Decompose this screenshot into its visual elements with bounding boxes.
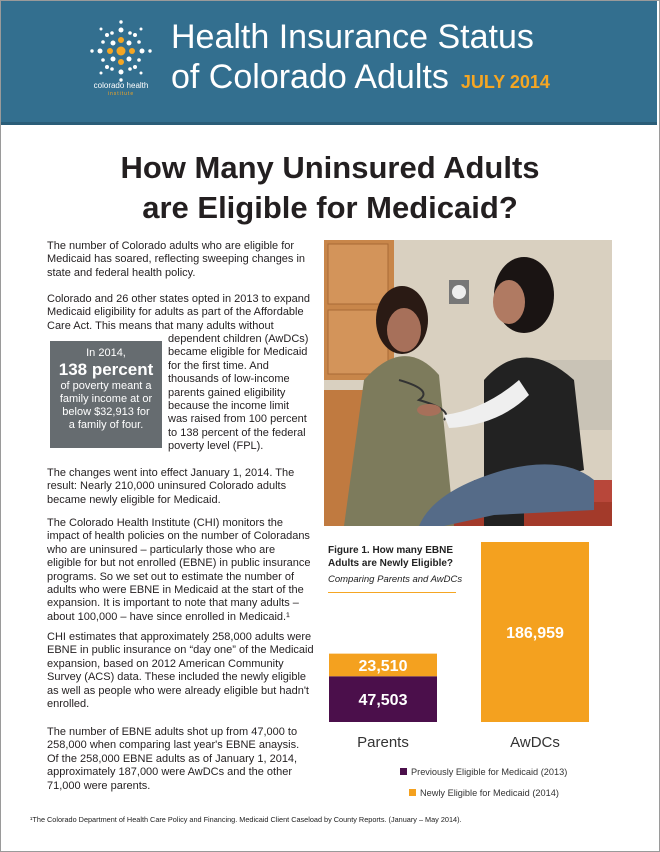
text-line: dependent children (AwDCs) <box>168 333 309 345</box>
paragraph-chi-estimates <box>47 631 314 711</box>
callout-line4: family income at or <box>59 393 153 405</box>
text-line: about 100,000 – have since enrolled in Medicaid.¹ <box>47 610 290 623</box>
legend-swatch-new <box>409 789 416 796</box>
legend-swatch-previous <box>400 768 407 775</box>
banner-title-line1: Health Insurance Status <box>171 18 534 56</box>
header-banner <box>1 1 657 125</box>
text-line: who are uninsured – particularly those who are <box>47 543 276 556</box>
text-line: expansion. It is important to note that many adults – <box>47 597 299 610</box>
callout-highlight: 138 percent <box>58 360 154 379</box>
callout-line1: In 2014, <box>86 347 126 359</box>
text-line: CHI estimates that approximately 258,000 adults were <box>47 631 312 643</box>
clinic-photo <box>324 240 612 526</box>
text-line: The Colorado Health Institute (CHI) monitors the <box>47 517 283 529</box>
paragraph-expansion <box>47 293 310 333</box>
text-line: The changes went into effect January 1, 2014. The <box>47 467 295 479</box>
category-label-awdcs: AwDCs <box>510 734 560 751</box>
text-line: 71,000 were parents. <box>47 779 151 792</box>
text-line: result: Nearly 210,000 uninsured Colorado adults <box>47 480 287 493</box>
text-line: became newly eligible for Medicaid. <box>47 493 221 506</box>
text-line: Medicaid has soared, reflecting sweeping changes in <box>47 253 306 266</box>
text-line: Colorado and 26 other states opted in 2013 to expand <box>47 293 310 305</box>
text-line: Medicaid eligibility for adults as part of the Affordable <box>47 306 304 319</box>
callout-line3: of poverty meant a <box>60 380 152 392</box>
data-label-awdcs-new: 186,959 <box>506 625 564 642</box>
logo-name: colorado health <box>93 81 149 90</box>
text-line: because the income limit <box>168 400 290 413</box>
callout-line6: a family of four. <box>68 419 144 431</box>
text-line: for the first time. And <box>168 359 269 372</box>
paragraph-expansion-cont <box>168 333 308 454</box>
text-line: Of the 258,000 EBNE adults as of January 1, 2014, <box>47 752 298 765</box>
text-line: Survey (ACS) data. These included the newly eligible <box>47 671 307 684</box>
text-line: became eligible for Medicaid <box>168 346 308 359</box>
callout-line5: below $32,913 for <box>62 406 150 418</box>
text-line: impact of health policies on the number of Coloradans <box>47 530 310 543</box>
text-line: 258,000 when comparing last year's EBNE anaysis. <box>47 739 300 752</box>
data-label-parents-new: 23,510 <box>358 657 408 675</box>
figure-subtitle: Comparing Parents and AwDCs <box>328 574 463 585</box>
banner-title-line2: of Colorado Adults <box>171 58 449 96</box>
legend-label-previous: Previously Eligible for Medicaid (2013) <box>411 767 568 777</box>
paragraph-effective-date <box>47 467 294 507</box>
issue-date: JULY 2014 <box>460 72 550 92</box>
logo-sub: institute <box>107 91 135 97</box>
text-line: poverty level (FPL). <box>168 440 264 453</box>
logo-wordmark <box>86 81 156 99</box>
text-line: thousands of low-income <box>168 373 290 386</box>
poverty-callout <box>50 341 162 448</box>
page-headline <box>0 148 660 228</box>
figure-title-line2: Adults are Newly Eligible? <box>328 558 454 569</box>
legend-item-previous <box>400 767 567 777</box>
data-label-parents-previous: 47,503 <box>358 692 408 710</box>
footnote: ¹The Colorado Department of Health Care Policy and Financing. Medicaid Client Caseload by County Reports. (January – May 2014). <box>30 815 462 824</box>
text-line: The number of EBNE adults shot up from 47,000 to <box>47 726 298 738</box>
text-line: as well as people who were already eligible but hadn't <box>47 684 309 697</box>
headline-line1: How Many Uninsured Adults <box>120 150 540 185</box>
text-line: Care Act. This means that many adults without <box>47 319 274 332</box>
text-line: adults who were EBNE in Medicaid at the start of the <box>47 584 304 597</box>
text-line: The number of Colorado adults who are eligible for <box>47 240 295 252</box>
paragraph-chi-monitoring <box>47 517 311 624</box>
legend-label-new: Newly Eligible for Medicaid (2014) <box>420 788 559 798</box>
text-line: was raised from 100 percent <box>168 413 307 426</box>
text-line: approximately 187,000 were AwDCs and the other <box>47 766 292 779</box>
figure-title-line1: Figure 1. How many EBNE <box>328 545 454 556</box>
paragraph-intro <box>47 240 305 280</box>
text-line: enrolled. <box>47 698 90 711</box>
legend-item-new <box>409 788 559 798</box>
text-line: programs. So we set out to estimate the number of <box>47 570 295 583</box>
text-line: to 138 percent of the federal <box>168 426 306 439</box>
headline-line2: are Eligible for Medicaid? <box>142 190 518 225</box>
category-label-parents: Parents <box>357 734 409 751</box>
text-line: parents gained eligibility <box>168 386 286 399</box>
text-line: state and federal health policy. <box>47 266 196 279</box>
banner-title <box>171 17 550 102</box>
text-line: eligible for but not enrolled (EBNE) in public insurance <box>47 557 311 570</box>
banner-title-line2-wrap <box>171 57 550 102</box>
text-line: EBNE in public insurance on “day one” of the Medicaid <box>47 644 314 657</box>
paragraph-ebne-growth <box>47 726 299 793</box>
text-line: expansion, based on 2012 American Community <box>47 657 284 670</box>
